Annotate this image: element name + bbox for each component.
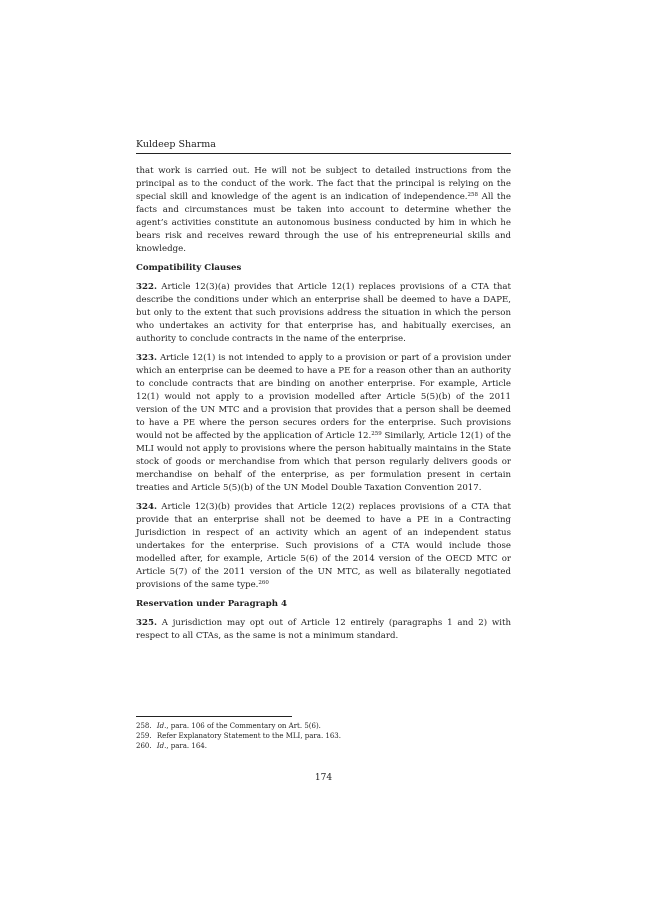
footnote-ref-259[interactable]: 259: [371, 431, 382, 437]
footnote-divider: [136, 716, 292, 717]
footnote-text: Refer Explanatory Statement to the MLI, para. 163.: [156, 732, 341, 740]
footnote-ref-258[interactable]: 258: [467, 192, 479, 198]
book-page: [136, 0, 511, 920]
paragraph-number: 324.: [136, 502, 157, 512]
paragraph-323: [136, 352, 511, 495]
body-text: [136, 165, 511, 649]
footnote-number: 260.: [136, 742, 152, 750]
page-number: 174: [314, 773, 333, 783]
heading-reservation: Reservation under Paragraph 4: [136, 599, 287, 609]
footnote-number: 259.: [136, 732, 152, 740]
footnote-259: [136, 731, 511, 741]
paragraph-text: Article 12(3)(b) provides that Article 12(2) replaces provisions of a CTA that provide that an enterprise shall not be deemed to have a PE in a Contracting Jurisdiction in respect of an activity which an agent of an independent status undertakes for the enterprise. Such provisions of a CTA would include those modelled after, for example, Article 5(6) of the 2014 version of the OECD MTC or Article 5(7) of the 2011 version of the UN MTC, as well as bilaterally negotiated provisions of the same type.: [136, 502, 511, 590]
heading-compatibility-clauses: Compatibility Clauses: [136, 263, 242, 273]
paragraph-322: [136, 281, 511, 346]
footnote-258: [136, 721, 511, 731]
paragraph-text: Article 12(1) is not intended to apply to a provision or part of a provision under which an enterprise can be deemed to have a PE for a reason other than an authority to conclude contracts that are binding on another enterprise. For example, Article 12(1) would not apply to a provision modelled after Article 5(5)(b) of the 2011 version of the UN MTC and a provision that provides that a person shall be deemed to have a PE where the person secures orders for the enterprise. Such provisions would not be affected by the application of Article 12.: [136, 353, 511, 441]
paragraph-number: 323.: [136, 353, 157, 363]
running-head-author: Kuldeep Sharma: [136, 139, 511, 154]
paragraph-text: A jurisdiction may opt out of Article 12 entirely (paragraphs 1 and 2) with respect to all CTAs, as the same is not a minimum standard.: [136, 618, 511, 641]
paragraph-325: [136, 617, 511, 643]
paragraph-number: 322.: [136, 282, 157, 292]
opening-paragraph: [136, 165, 511, 256]
opening-text: that work is carried out. He will not be subject to detailed instructions from the principal as to the conduct of the work. The fact that the principal is relying on the special skill and knowledge of the agent is an indication of independence.: [136, 166, 511, 202]
paragraph-text-continued: Similarly, Article 12(1) of the MLI would not apply to provisions where the person habitually maintains in the State stock of goods or merchandise from which that person regularly delivers goods or merchandise on behalf of the enterprise, as per formulation present in certain treaties and Article 5(5)(b) of the UN Model Double Taxation Convention 2017.: [136, 431, 511, 493]
opening-text-continued: All the facts and circumstances must be taken into account to determine whether the agent’s activities constitute an autonomous business conducted by him in which he bears risk and receives reward through the use of his entrepreneurial skills and knowledge.: [136, 192, 511, 254]
footnote-number: 258.: [136, 722, 152, 730]
footnote-text: , para. 106 of the Commentary on Art. 5(6).: [166, 722, 321, 730]
paragraph-324: [136, 501, 511, 592]
footnote-italic: Id.: [156, 722, 167, 730]
paragraph-text: Article 12(3)(a) provides that Article 12(1) replaces provisions of a CTA that describe the conditions under which an enterprise shall be deemed to have a DAPE, but only to the extent that such provisions address the situation in which the person who undertakes an activity for that enterprise has, and habitually exercises, an authority to conclude contracts in the name of the enterprise.: [136, 282, 511, 344]
footnote-italic: Id.: [156, 742, 167, 750]
footnotes: [136, 721, 511, 751]
paragraph-number: 325.: [136, 618, 157, 628]
footnote-text: , para. 164.: [166, 742, 207, 750]
footnote-260: [136, 741, 511, 751]
footnote-ref-260[interactable]: 260: [258, 580, 269, 586]
